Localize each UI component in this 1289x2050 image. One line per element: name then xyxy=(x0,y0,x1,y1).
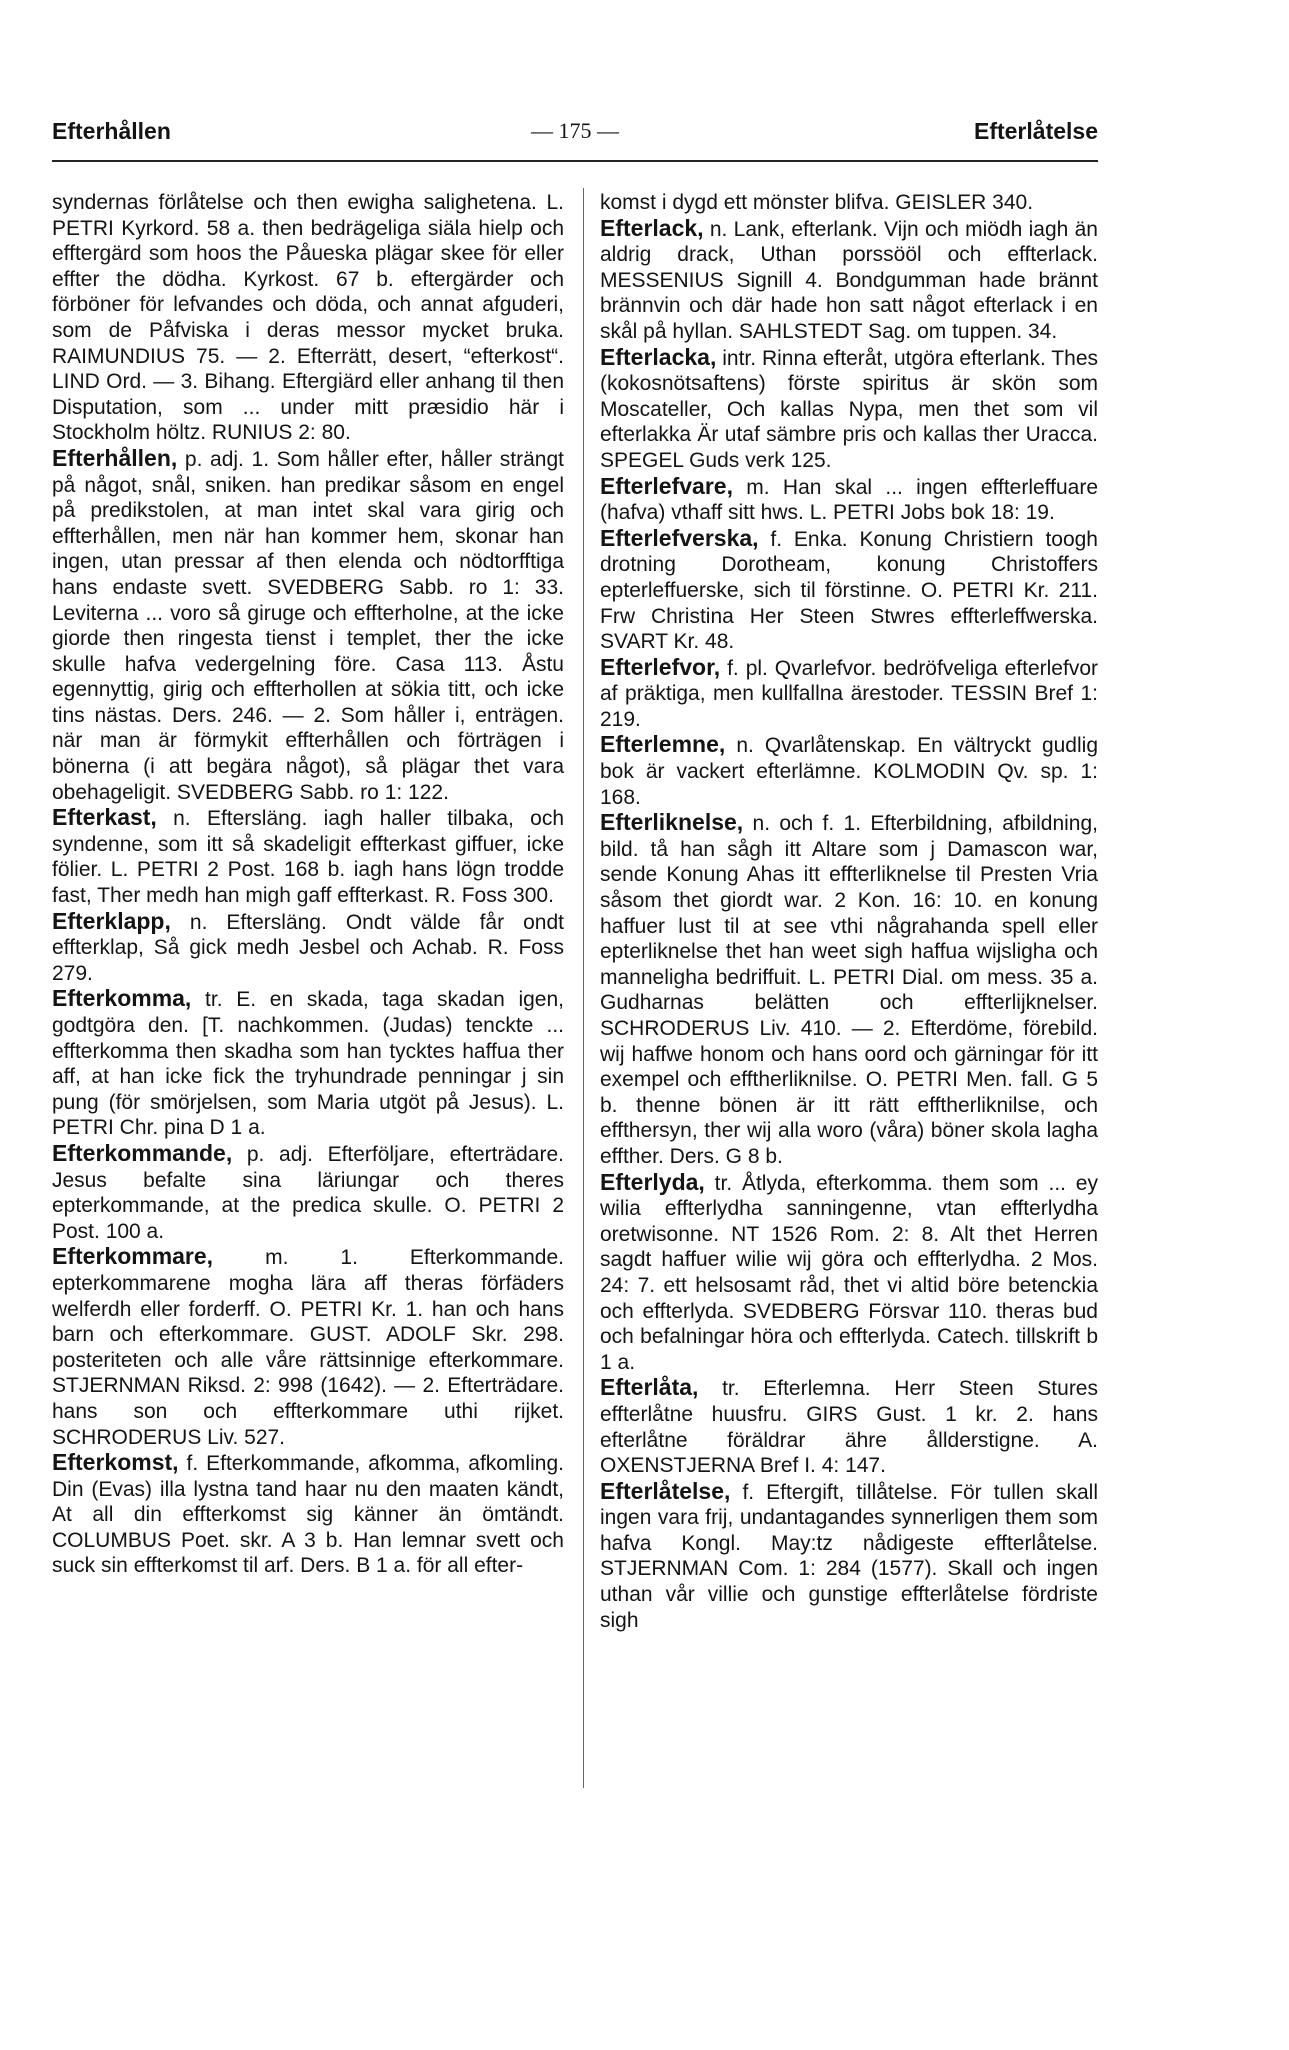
dictionary-entry xyxy=(600,810,1098,1169)
entry-definition: p. adj. 1. Som håller efter, håller strängt på något, snål, sniken. han predikar såsom en engel på predikstolen, at man intet skal vara girig och effterhållen, men när han kommer hem, skonar han ingen, utan pressar af then elenda och nödtorfftiga hans endaste svett. SVEDBERG Sabb. ro 1: 33. Leviterna ... voro så giruge och effterholne, at the icke giorde then ringesta tienst i templet, ther the icke skulle hafva vedergelning före. Casa 113. Åstu egennyttig, girig och effterhollen at sökia titt, och icke tins nästas. Ders. 246. — 2. Som håller i, enträgen. när man är förmykit effterhållen och förträgen i bönerna (i att begära något), så plägar thet vara obehageligit. SVEDBERG Sabb. ro 1: 122. xyxy=(52,447,564,804)
entry-definition: n. och f. 1. Efterbildning, afbildning, bild. tå han sågh itt Altare som j Damascon war, sende Konung Ahas itt effterliknelse til Presten Vria såsom thet giordt war. 2 Kon. 16: 10. en konung haffuer lust til at see vthi någrahanda spell eller epterliknelse thet han weet sigh haffua wijsligha och manneligha bedriffuit. L. PETRI Dial. om mess. 35 a. Gudharnas belätten och effterlijknelser. SCHRODERUS Liv. 410. — 2. Efterdöme, förebild. wij haffwe honom och hans oord och gärningar för itt exempel och efftherliknilse. O. PETRI Men. fall. G 5 b. thenne bönen är itt rätt efftherliknilse, och effthersyn, ther wij alla woro (våra) böner skola lagha effther. Ders. G 8 b. xyxy=(600,812,1098,1168)
entry-headword: Efterlåtelse, xyxy=(600,1477,731,1504)
entry-headword: Efterhållen, xyxy=(52,444,178,471)
dictionary-entry xyxy=(52,1141,564,1244)
entry-definition: tr. Efterlemna. Herr Steen Stures effterlåtne huusfru. GIRS Gust. 1 kr. 2. hans efterlåtne föräldrar ähre ållderstigne. A. OXENSTJERNA Bref I. 4: 147. xyxy=(600,1377,1098,1478)
entry-headword: Efterlacka, xyxy=(600,343,717,370)
entry-definition: f. Efterkommande, afkomma, afkomling. Din (Evas) illa lystna tand haar nu den maaten kändt, At all din effterkomst sig känner än ömtändt. COLUMBUS Poet. skr. A 3 b. Han lemnar svett och suck sin effterkomst til arf. Ders. B 1 a. för all efter- xyxy=(52,1452,564,1578)
dictionary-entry xyxy=(600,345,1098,474)
dictionary-entry xyxy=(52,446,564,805)
dictionary-entry xyxy=(52,1450,564,1579)
entry-definition: p. adj. Efterföljare, efterträdare. Jesus befalte sina läriungar och theres epterkommande, at the predica skulle. O. PETRI 2 Post. 100 a. xyxy=(52,1142,564,1243)
dictionary-entry xyxy=(600,474,1098,526)
dictionary-entry xyxy=(600,655,1098,733)
page-header xyxy=(52,118,1098,158)
entry-definition: n. Qvarlåtenskap. En vältryckt gudlig bok är vackert efterlämne. KOLMODIN Qv. sp. 1: 168. xyxy=(600,734,1098,809)
entry-headword: Efterlefverska, xyxy=(600,524,759,551)
column-divider xyxy=(583,188,584,1788)
dictionary-entry xyxy=(600,1479,1098,1634)
dictionary-entry xyxy=(600,1375,1098,1478)
entry-definition: f. Enka. Konung Christiern toogh drotning Dorotheam, konung Christoffers epterleffuerske, sich til förstinne. O. PETRI Kr. 211. Frw Christina Her Steen Stwres effterleffwerska. SVART Kr. 48. xyxy=(600,527,1098,654)
right-column xyxy=(600,190,1098,1633)
dictionary-entry xyxy=(600,1170,1098,1376)
entry-headword: Efterlack, xyxy=(600,214,704,241)
dictionary-entry xyxy=(52,986,564,1141)
dictionary-entry xyxy=(600,732,1098,810)
header-left-guideword: Efterhållen xyxy=(52,118,171,144)
entry-headword: Efterlemne, xyxy=(600,731,726,758)
entry-headword: Efterklapp, xyxy=(52,907,171,934)
entry-headword: Efterliknelse, xyxy=(600,809,744,836)
entry-definition: m. Han skal ... ingen effterleffuare (hafva) vthaff sitt hws. L. PETRI Jobs bok 18: 19. xyxy=(600,475,1098,525)
entry-definition: n. Lank, efterlank. Vijn och miödh iagh än aldrig drack, Uthan porssööl och effterlack. MESSENIUS Signill 4. Bondgumman hade brännt brännvin och där hade hon satt något efterlack i en skål på hyllan. SAHLSTEDT Sag. om tuppen. 34. xyxy=(600,217,1098,343)
page-number: — 175 — xyxy=(531,118,619,143)
entry-headword: Efterkomst, xyxy=(52,1449,179,1476)
entry-text: komst i dygd ett mönster blifva. GEISLER 340. xyxy=(600,191,1034,214)
entry-headword: Efterkommare, xyxy=(52,1243,214,1270)
dictionary-entry xyxy=(600,216,1098,345)
entry-definition: tr. E. en skada, taga skadan igen, godtgöra den. [T. nachkommen. (Judas) tenckte ... effterkomma then skadha som han tycktes haffua ther aff, at han icke fick the tryhundrade penningar j sin pung (för smörjelsen, som Maria utgöt på Jesus). L. PETRI Chr. pina D 1 a. xyxy=(52,988,564,1140)
entry-headword: Efterlefvare, xyxy=(600,472,733,499)
entry-definition: n. Eftersläng. Ondt välde får ondt effterklap, Så gick medh Jesbel och Achab. R. Foss 279. xyxy=(52,910,564,985)
left-column xyxy=(52,190,564,1579)
dictionary-entry xyxy=(52,1244,564,1450)
entry-definition: m. 1. Efterkommande. epterkommarene mogha lära aff theras förfäders welferdh eller forderff. O. PETRI Kr. 1. han och hans barn och efterkommare. GUST. ADOLF Skr. 298. posteriteten och alle våre rättsinnige efterkommare. STJERNMAN Riksd. 2: 998 (1642). — 2. Efterträdare. hans son och effterkommare uthi rijket. SCHRODERUS Liv. 527. xyxy=(52,1246,564,1449)
entry-definition: f. Eftergift, tillåtelse. För tullen skall ingen vara frij, undantagandes synnerligen them som hafva Kongl. May:tz nådigeste effterlåtelse. STJERNMAN Com. 1: 284 (1577). Skall och ingen uthan vår villie och gunstige effterlåtelse fördriste sigh xyxy=(600,1480,1098,1632)
entry-headword: Efterlåta, xyxy=(600,1374,699,1401)
dictionary-entry xyxy=(52,909,564,987)
entry-text: syndernas förlåtelse och then ewigha salighetena. L. PETRI Kyrkord. 58 a. then bedrägeliga siäla hielp och efftergärd som hoos the Påueska plägar skee för eller effter the dödha. Kyrkost. 67 b. eftergärder och förböner för lefvandes och döda, och annat afguderi, som de Påfviska i deras messor mycket bruka. RAIMUNDIUS 75. — 2. Efterrätt, desert, “efterkost“. LIND Ord. — 3. Bihang. Eftergiärd eller anhang til then Disputation, som ... under mitt præsidio här i Stockholm höltz. RUNIUS 2: 80. xyxy=(52,191,564,445)
entry-headword: Efterkommande, xyxy=(52,1139,233,1166)
header-rule xyxy=(52,160,1098,162)
dictionary-entry xyxy=(600,526,1098,655)
dictionary-entry xyxy=(52,805,564,908)
entry-definition: n. Eftersläng. iagh haller tilbaka, och syndenne, som itt så skadeligit effterkast giffuer, icke fölier. L. PETRI 2 Post. 168 b. iagh hans lögn trodde fast, Ther medh han migh gaff effterkast. R. Foss 300. xyxy=(52,807,564,908)
entry-definition: tr. Åtlyda, efterkomma. them som ... ey wilia effterlydha sanningenne, vtan effterlydha oretwisonne. NT 1526 Rom. 2: 8. Alt thet Herren sagdt haffuer wilie wij göra och effterlydha. 2 Mos. 24: 7. ett helsosamt råd, thet vi altid böre betenckia och effterlyda. SVEDBERG Försvar 110. theras bud och befalningar höra och effterlyda. Catech. tillskrift b 1 a. xyxy=(600,1171,1098,1374)
entry-headword: Efterkomma, xyxy=(52,985,192,1012)
entry-definition: f. pl. Qvarlefvor. bedröfveliga efterlefvor af präktiga, men kullfallna ärestoder. TESSIN Bref 1: 219. xyxy=(600,656,1098,731)
dictionary-entry xyxy=(52,190,564,446)
header-right-guideword: Efterlåtelse xyxy=(973,118,1098,144)
entry-headword: Efterlefvor, xyxy=(600,653,721,680)
dictionary-entry xyxy=(600,190,1098,216)
entry-headword: Efterlyda, xyxy=(600,1168,705,1195)
entry-definition: intr. Rinna efteråt, utgöra efterlank. Thes (kokosnötsaftens) förste spiritus är skön som Moscateller, Och kallas Nypa, men thet som vil efterlakka Är utaf sämbre pris och kallas ther Uracca. SPEGEL Guds verk 125. xyxy=(600,346,1098,472)
entry-headword: Efterkast, xyxy=(52,804,157,831)
